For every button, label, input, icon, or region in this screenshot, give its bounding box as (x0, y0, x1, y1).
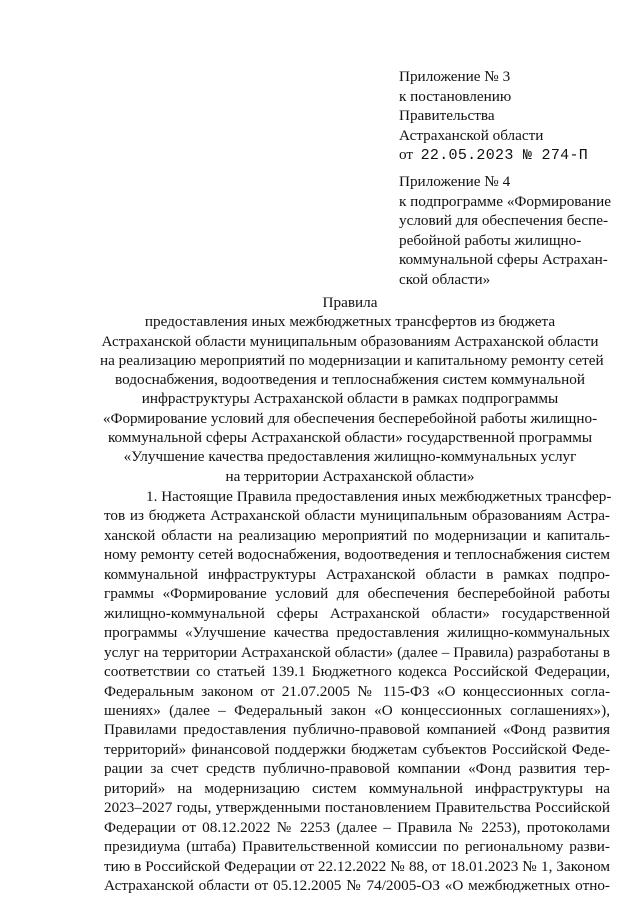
annex-4-line: коммунальной сферы Астрахан- (399, 251, 608, 269)
body-line: тию в Российской Федерации от 22.12.2022 № 88, от 18.01.2023 № 1, Законом (104, 857, 610, 875)
annex-3-date-line (399, 145, 621, 166)
annex-4-line: Приложение № 4 (399, 173, 511, 190)
title-line: на реализацию мероприятий по модернизации и капитальному ремонту сетей (100, 351, 604, 369)
body-line: жилищно-коммунальной сферы Астраханской области» государственной (104, 604, 610, 622)
annex-4-line: к подпрограмме «Формирование (399, 192, 612, 210)
body-line: риторий» на модернизацию систем коммунальной инфраструктуры на (104, 779, 610, 797)
annex-4-header (399, 172, 621, 290)
annex-4-line: ребойной работы жилищно- (399, 231, 582, 249)
body-line: президиума (штаба) Правительственной комиссии по региональному разви- (104, 838, 610, 856)
title-line: водоснабжения, водоотведения и теплоснабжения систем коммунальной (115, 371, 585, 389)
body-paragraph (104, 487, 610, 896)
body-line: 2023–2027 годы, утвержденными постановлением Правительства Российской (104, 799, 610, 817)
title-line: Астраханской области муниципальным образованиям Астраханской области (101, 332, 599, 350)
body-line: рации за счет средств публично-правовой компании «Фонд развития тер- (104, 760, 610, 778)
annex-3-line: Приложение № 3 (399, 68, 511, 85)
body-line: Федеральным законом от 21.07.2005 № 115-ФЗ «О концессионных согла- (104, 682, 610, 700)
body-line: территорий» финансовой поддержки бюджетам субъектов Российской Феде- (104, 740, 610, 758)
body-line: ному ремонту сетей водоснабжения, водоотведения и теплоснабжения систем (104, 546, 610, 564)
title-line: коммунальной сферы Астраханской области» государственной программы (107, 429, 593, 447)
annex-3-line: Астраханской области (399, 126, 544, 144)
body-line: ханской области на реализацию мероприятий по модернизации и капиталь- (104, 526, 610, 544)
body-line: 1. Настоящие Правила предоставления иных межбюджетных трансфер- (146, 488, 612, 505)
body-line: Правилами предоставления публично-правовой компанией «Фонд развития (104, 721, 610, 739)
document-title (100, 293, 604, 486)
title-line: на территории Астраханской области» (225, 467, 475, 485)
body-line: услуг на территории Астраханской области» (далее – Правила) разработаны в (104, 643, 610, 661)
annex-4-line: условий для обеспечения беспе- (399, 212, 609, 230)
title-line: «Улучшение качества предоставления жилищно-коммунальных услуг (123, 448, 577, 466)
body-line: Астраханской области от 05.12.2005 № 74/2005-ОЗ «О межбюджетных отно- (104, 877, 610, 895)
date-prefix: от (399, 146, 414, 164)
body-line: тов из бюджета Астраханской области муниципальным образованиям Астра- (104, 507, 610, 525)
body-line: граммы «Формирование условий для обеспечения бесперебойной работы (104, 585, 610, 603)
body-line: программы «Улучшение качества предоставления жилищно-коммунальных (104, 624, 610, 642)
annex-4-line: ской области» (399, 270, 491, 288)
body-line: шениях» (далее – Федеральный закон «О концессионных соглашениях»), (104, 701, 610, 719)
annex-3-header (399, 67, 621, 166)
title-line: «Формирование условий для обеспечения бесперебойной работы жилищно- (102, 409, 598, 427)
date-number-stamp: 22.05.2023 № 274-П (420, 147, 589, 165)
title-line: предоставления иных межбюджетных трансфертов из бюджета (144, 313, 556, 331)
body-line: коммунальной инфраструктуры Астраханской области в рамках подпро- (104, 565, 610, 583)
annex-3-line: к постановлению (399, 87, 512, 105)
annex-3-line: Правительства (399, 107, 495, 125)
body-line: соответствии со статьей 139.1 Бюджетного кодекса Российской Федерации, (104, 663, 610, 681)
title-heading: Правила (322, 294, 378, 311)
title-line: инфраструктуры Астраханской области в рамках подпрограммы (141, 390, 559, 408)
body-line: Федерации от 08.12.2022 № 2253 (далее – Правила № 2253), протоколами (104, 818, 610, 836)
